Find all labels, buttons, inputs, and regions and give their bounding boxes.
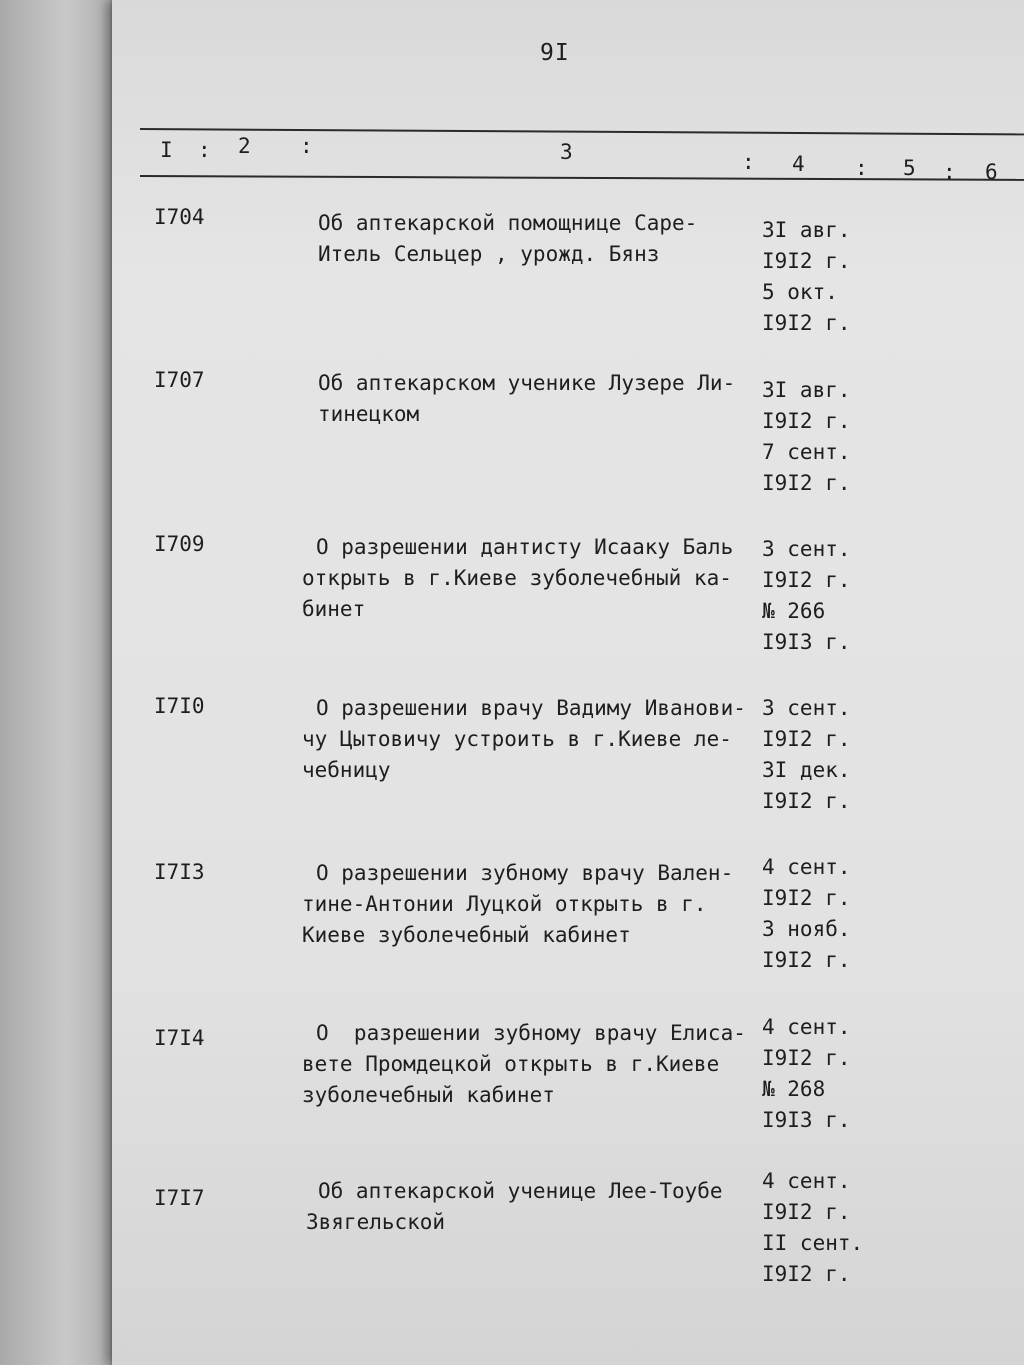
date-end-year: I9I2 г. <box>762 471 851 495</box>
date-end: 3I дек. <box>762 758 851 782</box>
case-title-line: Об аптекарском ученике Лузере Ли- <box>318 371 736 395</box>
date-start-year: I9I2 г. <box>762 1200 851 1224</box>
case-title-line: Об аптекарской помощнице Саре- <box>318 211 698 235</box>
case-number: I7I4 <box>154 1026 205 1050</box>
facing-page-edge <box>0 0 110 1365</box>
column-header-5: 5 <box>903 156 916 180</box>
case-number: I7I7 <box>154 1186 205 1210</box>
case-title-line: чу Цытовичу устроить в г.Киеве ле- <box>302 727 732 751</box>
date-start: 3I авг. <box>762 378 851 402</box>
case-title <box>302 532 776 625</box>
date-start: 3I авг. <box>762 218 851 242</box>
date-end-year: I9I2 г. <box>762 1262 851 1286</box>
case-title-line: Итель Сельцер , урожд. Бянз <box>318 242 660 266</box>
case-title-line: О разрешении дантисту Исааку Баль <box>316 535 734 559</box>
case-title-line: вете Промдецкой открыть в г.Киеве <box>302 1052 720 1076</box>
column-header-2: 2 <box>238 134 251 158</box>
case-dates <box>762 693 851 817</box>
date-start-year: I9I2 г. <box>762 409 851 433</box>
case-title-line: тине-Антонии Луцкой открыть в г. <box>302 892 707 916</box>
date-end: 5 окт. <box>762 280 838 304</box>
column-header-4: 4 <box>792 152 805 176</box>
case-title-line: тинецком <box>318 402 420 426</box>
case-dates <box>762 1166 863 1290</box>
case-number: I709 <box>154 532 205 556</box>
date-start-year: I9I2 г. <box>762 1046 851 1070</box>
case-title <box>306 1176 778 1238</box>
case-title-line: чебницу <box>302 758 391 782</box>
date-end: 7 сент. <box>762 440 851 464</box>
case-title-line: О разрешении зубному врачу Вален- <box>316 861 734 885</box>
date-end-year: I9I3 г. <box>762 630 851 654</box>
date-end: 3 нояб. <box>762 917 851 941</box>
case-title <box>318 208 778 270</box>
column-header-6: 6 <box>985 160 998 184</box>
date-end-year: I9I2 г. <box>762 789 851 813</box>
case-reference: № 268 <box>762 1077 826 1101</box>
case-title <box>302 858 776 951</box>
date-start: 4 сент. <box>762 1169 851 1193</box>
date-start-year: I9I2 г. <box>762 886 851 910</box>
column-header-3: 3 <box>560 140 573 164</box>
date-start: 3 сент. <box>762 537 851 561</box>
date-start: 4 сент. <box>762 855 851 879</box>
case-dates <box>762 215 851 339</box>
case-reference: № 266 <box>762 599 826 623</box>
column-separator: : <box>300 134 313 158</box>
column-separator: : <box>742 150 755 174</box>
case-number: I704 <box>154 205 205 229</box>
case-dates <box>762 1012 851 1136</box>
date-start-year: I9I2 г. <box>762 727 851 751</box>
column-separator: : <box>943 160 956 184</box>
case-dates <box>762 534 851 658</box>
archive-page <box>112 0 1024 1365</box>
case-title-line: Киеве зуболечебный кабинет <box>302 923 631 947</box>
case-title <box>302 693 776 786</box>
date-end-year: I9I3 г. <box>762 1108 851 1132</box>
column-separator: : <box>198 138 211 162</box>
date-end-year: I9I2 г. <box>762 311 851 335</box>
column-header-1: I <box>160 138 173 162</box>
column-separator: : <box>855 156 868 180</box>
date-end: II сент. <box>762 1231 864 1255</box>
case-number: I7I3 <box>154 860 205 884</box>
case-dates <box>762 852 851 976</box>
case-title-line: О разрешении врачу Вадиму Иванови- <box>316 696 746 720</box>
date-start: 3 сент. <box>762 696 851 720</box>
case-number: I7I0 <box>154 694 205 718</box>
case-number: I707 <box>154 368 205 392</box>
case-title <box>318 368 778 430</box>
date-start: 4 сент. <box>762 1015 851 1039</box>
case-title <box>302 1018 776 1111</box>
case-title-line: Об аптекарской ученице Лее-Тоубе <box>318 1179 723 1203</box>
case-title-line: Звягельской <box>306 1210 446 1234</box>
case-title-line: зуболечебный кабинет <box>302 1083 555 1107</box>
case-title-line: О разрешении зубному врачу Елиса- <box>316 1021 746 1045</box>
date-start-year: I9I2 г. <box>762 568 851 592</box>
case-dates <box>762 375 851 499</box>
page-number: 9I <box>540 40 570 66</box>
case-title-line: открыть в г.Киеве зуболечебный ка- <box>302 566 732 590</box>
date-start-year: I9I2 г. <box>762 249 851 273</box>
date-end-year: I9I2 г. <box>762 948 851 972</box>
case-title-line: бинет <box>302 597 366 621</box>
